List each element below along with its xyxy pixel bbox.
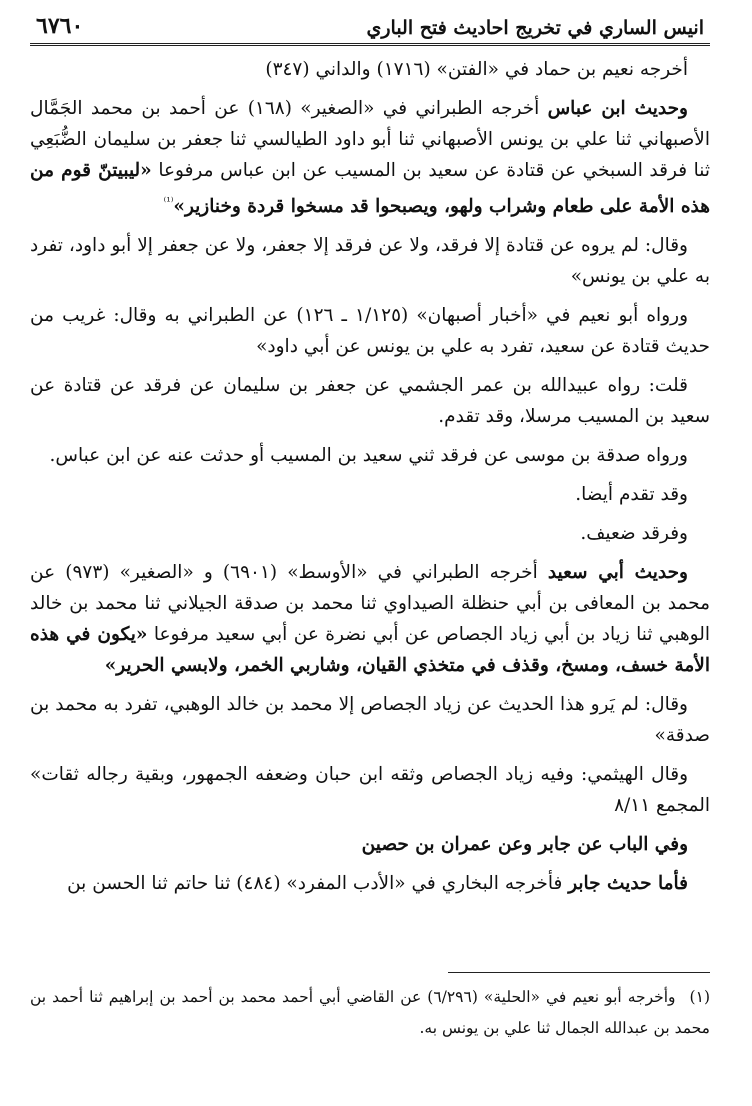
- paragraph: [30, 93, 710, 222]
- book-title: انيس الساري في تخريج احاديث فتح الباري: [366, 17, 704, 39]
- text-run: وقال: لم يروه عن قتادة إلا فرقد، ولا عن فرقد إلا جعفر، ولا عن جعفر إلا أبو داود، تفرد به علي بن يونس»: [30, 235, 710, 288]
- text-run: ورواه أبو نعيم في «أخبار أصبهان» (١/١٢٥ ـ ١٢٦) عن الطبراني به وقال: غريب من حديث قتادة عن سعيد، تفرد به علي بن يونس عن أبي داود»: [30, 305, 710, 358]
- paragraph: [30, 689, 710, 751]
- text-run: أخرجه الطبراني في «الأوسط» (٦٩٠١) و «الصغير» (٩٧٣) عن محمد بن المعافى بن أبي حنظلة الصيداوي ثنا محمد بن صدقة الجيلاني ثنا محمد بن خالد الوهبي ثنا زياد بن أبي زياد الجصاص عن أبي نضرة عن أبي سعيد مرفوعا: [30, 562, 711, 646]
- paragraph: [30, 230, 710, 292]
- footnote-marker: ⁽¹⁾: [163, 195, 174, 208]
- text-run: فأخرجه البخاري في «الأدب المفرد» (٤٨٤) ثنا حاتم ثنا الحسن بن: [67, 873, 569, 895]
- bold-text: «ليبيتنّ قوم من هذه الأمة على طعام وشراب ولهو، ويصبحوا قد مسخوا قردة وخنازير»: [30, 160, 710, 218]
- text-run: وقد تقدم أيضا.: [575, 484, 688, 506]
- page-number: ٦٧٦٠: [36, 13, 84, 39]
- main-text: [30, 54, 710, 899]
- text-run: وقال الهيثمي: وفيه زياد الجصاص وثقه ابن حبان وضعفه الجمهور، وبقية رجاله ثقات» المجمع ٨/١١: [30, 764, 710, 817]
- paragraph: [30, 440, 710, 471]
- paragraph: [30, 518, 710, 549]
- paragraph: [30, 370, 710, 432]
- text-run: قلت: رواه عبيدالله بن عمر الجشمي عن جعفر بن سليمان عن فرقد عن قتادة عن سعيد بن المسيب مرسلا، وقد تقدم.: [30, 375, 710, 428]
- text-run: وفرقد ضعيف.: [580, 523, 688, 545]
- footnote-text: وأخرجه أبو نعيم في «الحلية» (٦/٢٩٦) عن القاضي أبي أحمد محمد بن أحمد بن إبراهيم ثنا أحمد بن محمد بن عبدالله الجمال ثنا علي بن يونس به.: [30, 988, 710, 1037]
- paragraph: [30, 54, 710, 85]
- footnote-separator: [448, 972, 710, 973]
- bold-text: وحديث أبي سعيد: [547, 562, 688, 584]
- text-run: أخرجه نعيم بن حماد في «الفتن» (١٧١٦) والداني (٣٤٧): [265, 59, 688, 80]
- paragraph: [30, 557, 710, 681]
- bold-text: فأما حديث جابر: [568, 873, 688, 895]
- bold-text: وحديث ابن عباس: [547, 98, 688, 119]
- bold-text: وفي الباب عن جابر وعن عمران بن حصين: [361, 834, 688, 856]
- paragraph: [30, 300, 710, 362]
- text-run: أخرجه الطبراني في «الصغير» (١٦٨) عن أحمد بن محمد الجَمَّال الأصبهاني ثنا علي بن يونس الأصبهاني ثنا أبو داود الطيالسي ثنا جعفر بن سليمان الضُّبَعِي ثنا فرقد السبخي عن قتادة عن سعيد بن المسيب عن ابن عباس مرفوعا: [30, 98, 710, 181]
- paragraph: [30, 868, 710, 899]
- footnote-number: (١): [689, 988, 710, 1006]
- footnote: [30, 982, 710, 1044]
- text-run: وقال: لم يَرو هذا الحديث عن زياد الجصاص إلا محمد بن خالد الوهبي، تفرد به محمد بن صدقة»: [30, 694, 710, 747]
- paragraph: [30, 829, 710, 860]
- bold-text: «يكون في هذه الأمة خسف، ومسخ، وقذف في متخذي القيان، وشاربي الخمر، ولابسي الحرير»: [30, 624, 710, 677]
- text-run: ورواه صدقة بن موسى عن فرقد ثني سعيد بن المسيب أو حدثت عنه عن ابن عباس.: [49, 445, 688, 467]
- paragraph: [30, 759, 710, 821]
- running-header: [30, 14, 710, 46]
- paragraph: [30, 479, 710, 510]
